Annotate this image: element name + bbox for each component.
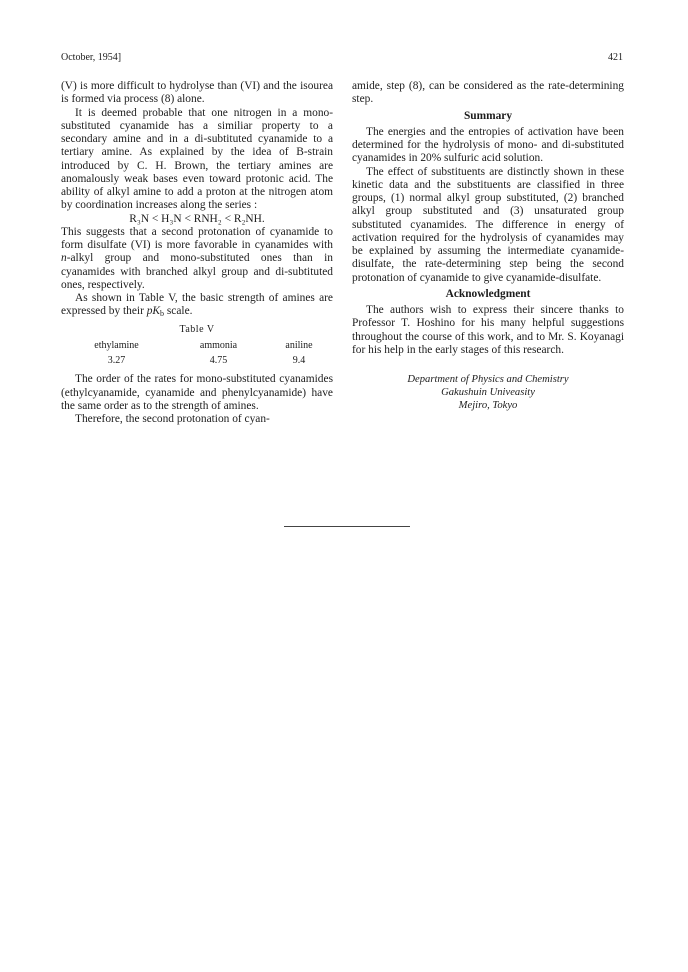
italic-n: n: [61, 252, 67, 265]
paragraph: The order of the rates for mono-substituted cyanamides (ethylcyanamide, cyanamide and phenylcyanamide) have the same order as to the strength of amines.: [61, 373, 333, 412]
formula: R₃N < H₃N < RNH₂ < R₂NH.: [129, 212, 265, 225]
page-header: [61, 52, 623, 66]
table-header-cell: ammonia: [199, 339, 238, 351]
left-column: [61, 80, 333, 426]
affiliation-line: Mejiro, Tokyo: [458, 400, 518, 411]
page-number: 421: [608, 52, 623, 63]
paragraph: The effect of substituents are distinctly shown in these kinetic data and the substituents are classified in three groups, (1) normal alkyl group substituted, (2) branched alkyl group substituted and (3) unsaturated group substituted cyanamides. The difference in energy of activation required for the hydrolysis of cyanamides may be explained by assuming the intermediate cyanamide-disulfate, the rate-determining step being the second protonation of cyanamide to give cyanamide-disulfate.: [352, 165, 624, 284]
table-cell: 4.75: [209, 355, 228, 366]
table-v: [61, 323, 333, 369]
pk-table: [61, 338, 333, 369]
paragraph: The authors wish to express their sincere thanks to Professor T. Hoshino for his many helpful suggestions throughout the course of this work, and to Mr. S. Koyanagi for his help in the early stages of this research.: [352, 304, 624, 356]
table-cell: 9.4: [292, 355, 306, 366]
table-header-row: [61, 338, 333, 353]
right-column: [352, 80, 624, 412]
paragraph: The energies and the entropies of activation have been determined for the hydrolysis of mono- and di-substituted cyanamides in 20% sulfuric acid solution.: [352, 125, 624, 165]
affiliation-line: Gakushuin Univeasity: [441, 387, 535, 398]
affiliation-line: Department of Physics and Chemistry: [407, 374, 569, 385]
table-row: [61, 353, 333, 368]
summary-heading: Summary: [463, 109, 513, 122]
affiliation: [352, 373, 624, 412]
paragraph: amide, step (8), can be considered as the rate-determining step.: [352, 80, 624, 106]
pk-symbol: pK: [146, 305, 161, 318]
end-rule: [284, 526, 410, 527]
acknowledgment-heading: Acknowledgment: [445, 287, 531, 300]
paragraph: As shown in Table V, the basic strength of amines are expressed by their $pK_b$ scale.: [61, 292, 333, 319]
table-title: Table V: [179, 323, 215, 335]
table-header-cell: aniline: [285, 339, 313, 351]
table-header-cell: ethylamine: [94, 339, 139, 351]
paragraph: (V) is more difficult to hydrolyse than (VI) and the isourea is formed via process (8) alone.: [61, 80, 333, 106]
paragraph: This suggests that a second protonation of cyanamide to form disulfate (VI) is more favorable in cyanamides with n-alkyl group and mono-substituted ones than in cyanamides with branched alkyl group and di-subtituted ones, respectively.: [61, 225, 333, 291]
paragraph: It is deemed probable that one nitrogen in a mono-substituted cyanamide has a similiar property to a secondary amine and in a di-subtituted cyanamide to a tertiary amine. As explained by the idea of B-strain introduced by C. H. Brown, the tertiary amines are anomalously weak bases even toward protonic acid. The ability of alkyl amine to add a proton at the nitrogen atom by coordination increases along the series :: [61, 106, 333, 212]
paragraph: Therefore, the second protonation of cyan-: [75, 413, 270, 425]
table-cell: 3.27: [107, 355, 126, 366]
header-date: October, 1954]: [61, 52, 122, 63]
